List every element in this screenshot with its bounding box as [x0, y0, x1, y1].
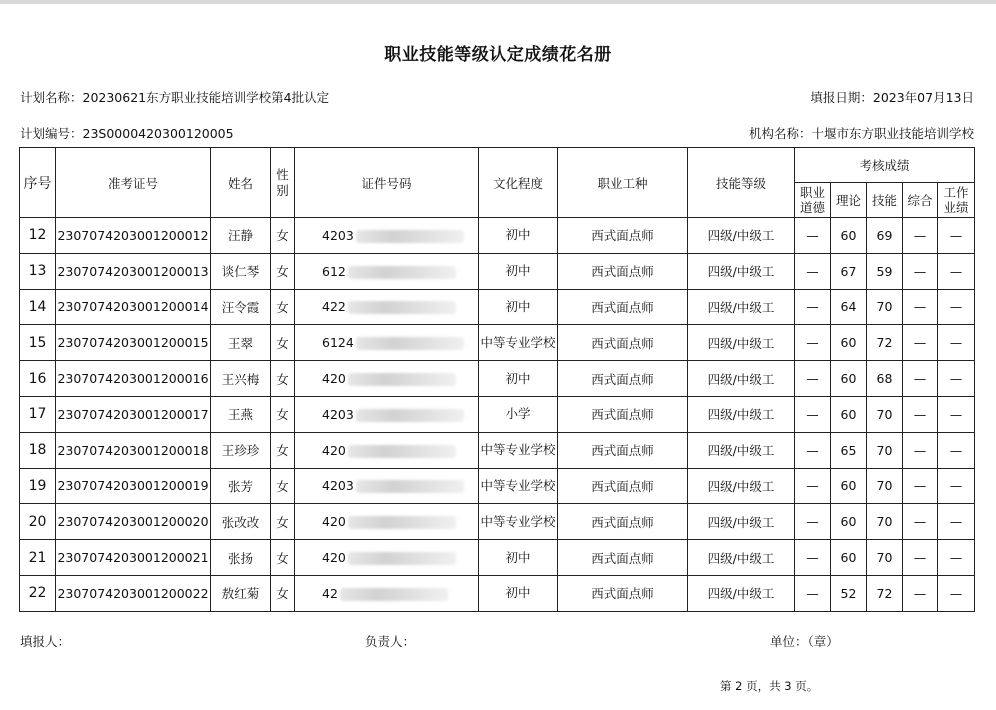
cell-work: —: [938, 504, 975, 540]
cell-work: —: [938, 325, 975, 361]
cell-theory: 60: [831, 540, 867, 576]
header-overall: 综合: [903, 183, 938, 218]
cell-job: 西式面点师: [558, 218, 688, 254]
cell-name: 谈仁琴: [211, 253, 271, 289]
cell-job: 西式面点师: [558, 396, 688, 432]
redaction-blur: [348, 266, 456, 279]
cell-level: 四级/中级工: [688, 289, 795, 325]
cell-skill: 70: [867, 432, 903, 468]
cell-education: 中等专业学校: [479, 468, 558, 504]
cell-level: 四级/中级工: [688, 396, 795, 432]
cell-education: 初中: [479, 575, 558, 611]
cell-id-no: [295, 468, 479, 504]
cell-id-no: [295, 289, 479, 325]
cell-exam-no: 2307074203001200018: [56, 432, 211, 468]
cell-overall: —: [903, 218, 938, 254]
cell-level: 四级/中级工: [688, 504, 795, 540]
cell-theory: 65: [831, 432, 867, 468]
cell-ethics: —: [795, 432, 831, 468]
roster-body: [20, 218, 975, 612]
redaction-blur: [356, 409, 464, 422]
cell-exam-no: 2307074203001200013: [56, 253, 211, 289]
cell-gender: 女: [271, 540, 295, 576]
cell-overall: —: [903, 432, 938, 468]
cell-exam-no: 2307074203001200022: [56, 575, 211, 611]
cell-id-no: [295, 253, 479, 289]
cell-skill: 70: [867, 289, 903, 325]
cell-exam-no: 2307074203001200017: [56, 396, 211, 432]
cell-exam-no: 2307074203001200015: [56, 325, 211, 361]
cell-ethics: —: [795, 361, 831, 397]
cell-level: 四级/中级工: [688, 253, 795, 289]
id-prefix-text: 42: [322, 585, 338, 601]
cell-seq: 18: [20, 432, 56, 468]
header-skill: 技能: [867, 183, 903, 218]
cell-job: 西式面点师: [558, 253, 688, 289]
org-name: 机构名称：十堰市东方职业技能培训学校: [748, 126, 974, 141]
cell-theory: 60: [831, 468, 867, 504]
cell-overall: —: [903, 468, 938, 504]
cell-gender: 女: [271, 575, 295, 611]
id-prefix-text: 420: [322, 442, 346, 458]
cell-overall: —: [903, 361, 938, 397]
cell-ethics: —: [795, 504, 831, 540]
cell-job: 西式面点师: [558, 540, 688, 576]
cell-education: 小学: [479, 396, 558, 432]
redaction-blur: [340, 588, 448, 601]
cell-ethics: —: [795, 325, 831, 361]
redaction-blur: [356, 480, 464, 493]
cell-overall: —: [903, 396, 938, 432]
page-title: 职业技能等级认定成绩花名册: [384, 45, 612, 65]
cell-job: 西式面点师: [558, 432, 688, 468]
cell-exam-no: 2307074203001200016: [56, 361, 211, 397]
top-border: [0, 0, 996, 4]
unit-seal-label: 单位：（章）: [770, 634, 839, 649]
cell-theory: 60: [831, 325, 867, 361]
cell-seq: 15: [20, 325, 56, 361]
cell-skill: 72: [867, 575, 903, 611]
cell-level: 四级/中级工: [688, 540, 795, 576]
cell-name: 敖红菊: [211, 575, 271, 611]
cell-level: 四级/中级工: [688, 361, 795, 397]
cell-education: 初中: [479, 361, 558, 397]
cell-exam-no: 2307074203001200020: [56, 504, 211, 540]
table-row: [20, 432, 975, 468]
cell-skill: 59: [867, 253, 903, 289]
id-prefix-text: 4203: [322, 406, 354, 422]
redaction-blur: [348, 516, 456, 529]
redaction-blur: [356, 337, 464, 350]
cell-work: —: [938, 575, 975, 611]
cell-theory: 60: [831, 361, 867, 397]
table-row: [20, 396, 975, 432]
redaction-blur: [348, 301, 456, 314]
cell-name: 张扬: [211, 540, 271, 576]
header-name: 姓名: [211, 148, 271, 218]
cell-work: —: [938, 468, 975, 504]
cell-gender: 女: [271, 253, 295, 289]
cell-name: 张改改: [211, 504, 271, 540]
cell-seq: 20: [20, 504, 56, 540]
cell-level: 四级/中级工: [688, 575, 795, 611]
cell-gender: 女: [271, 432, 295, 468]
cell-education: 中等专业学校: [479, 325, 558, 361]
cell-theory: 52: [831, 575, 867, 611]
cell-gender: 女: [271, 396, 295, 432]
plan-name: 计划名称：20230621东方职业技能培训学校第4批认定: [20, 90, 330, 105]
cell-overall: —: [903, 504, 938, 540]
header-score-group: 考核成绩: [795, 148, 975, 183]
id-prefix-text: 4203: [322, 227, 354, 243]
id-prefix-text: 420: [322, 514, 346, 530]
cell-work: —: [938, 540, 975, 576]
cell-id-no: [295, 218, 479, 254]
cell-ethics: —: [795, 253, 831, 289]
cell-work: —: [938, 253, 975, 289]
cell-seq: 14: [20, 289, 56, 325]
cell-education: 中等专业学校: [479, 504, 558, 540]
id-prefix-text: 422: [322, 299, 346, 315]
cell-theory: 60: [831, 504, 867, 540]
table-row: [20, 289, 975, 325]
cell-level: 四级/中级工: [688, 218, 795, 254]
cell-overall: —: [903, 540, 938, 576]
redaction-blur: [348, 552, 456, 565]
header-job: 职业工种: [558, 148, 688, 218]
cell-skill: 70: [867, 504, 903, 540]
header-theory: 理论: [831, 183, 867, 218]
cell-level: 四级/中级工: [688, 468, 795, 504]
cell-work: —: [938, 361, 975, 397]
cell-seq: 12: [20, 218, 56, 254]
cell-ethics: —: [795, 540, 831, 576]
cell-theory: 64: [831, 289, 867, 325]
fill-date: 填报日期：2023年07月13日: [810, 90, 974, 105]
id-prefix-text: 6124: [322, 335, 354, 351]
plan-number: 计划编号：23S0000420300120005: [20, 126, 234, 141]
header-work: 工作业绩: [938, 183, 975, 218]
table-row: [20, 325, 975, 361]
header-ethics: 职业道德: [795, 183, 831, 218]
cell-gender: 女: [271, 325, 295, 361]
cell-seq: 21: [20, 540, 56, 576]
page-indicator: 第 2 页，共 3 页。: [720, 679, 819, 693]
cell-name: 王兴梅: [211, 361, 271, 397]
id-prefix-text: 420: [322, 550, 346, 566]
header-gender: 性别: [271, 148, 295, 218]
cell-id-no: [295, 396, 479, 432]
cell-ethics: —: [795, 575, 831, 611]
cell-seq: 19: [20, 468, 56, 504]
cell-gender: 女: [271, 361, 295, 397]
cell-job: 西式面点师: [558, 289, 688, 325]
cell-exam-no: 2307074203001200012: [56, 218, 211, 254]
cell-gender: 女: [271, 218, 295, 254]
table-row: [20, 361, 975, 397]
responsible-label: 负责人：: [365, 634, 416, 649]
cell-seq: 22: [20, 575, 56, 611]
id-prefix-text: 4203: [322, 478, 354, 494]
cell-name: 王燕: [211, 396, 271, 432]
cell-overall: —: [903, 325, 938, 361]
cell-theory: 60: [831, 218, 867, 254]
cell-name: 王珍珍: [211, 432, 271, 468]
cell-overall: —: [903, 289, 938, 325]
cell-work: —: [938, 289, 975, 325]
cell-skill: 69: [867, 218, 903, 254]
cell-id-no: [295, 504, 479, 540]
cell-job: 西式面点师: [558, 468, 688, 504]
cell-work: —: [938, 432, 975, 468]
cell-work: —: [938, 396, 975, 432]
cell-gender: 女: [271, 468, 295, 504]
cell-gender: 女: [271, 289, 295, 325]
table-row: [20, 253, 975, 289]
cell-gender: 女: [271, 504, 295, 540]
cell-id-no: [295, 432, 479, 468]
cell-id-no: [295, 361, 479, 397]
header-education: 文化程度: [479, 148, 558, 218]
cell-name: 张芳: [211, 468, 271, 504]
cell-exam-no: 2307074203001200019: [56, 468, 211, 504]
cell-skill: 70: [867, 396, 903, 432]
cell-education: 中等专业学校: [479, 432, 558, 468]
table-row: [20, 575, 975, 611]
cell-skill: 72: [867, 325, 903, 361]
table-row: [20, 504, 975, 540]
cell-exam-no: 2307074203001200014: [56, 289, 211, 325]
cell-job: 西式面点师: [558, 504, 688, 540]
filler-label: 填报人：: [20, 634, 71, 649]
cell-seq: 17: [20, 396, 56, 432]
header-exam-no: 准考证号: [56, 148, 211, 218]
score-roster-table: [19, 147, 975, 612]
cell-job: 西式面点师: [558, 361, 688, 397]
redaction-blur: [348, 445, 456, 458]
id-prefix-text: 612: [322, 263, 346, 279]
cell-education: 初中: [479, 540, 558, 576]
cell-name: 汪静: [211, 218, 271, 254]
cell-overall: —: [903, 253, 938, 289]
id-prefix-text: 420: [322, 371, 346, 387]
cell-education: 初中: [479, 218, 558, 254]
cell-skill: 68: [867, 361, 903, 397]
cell-skill: 70: [867, 468, 903, 504]
cell-ethics: —: [795, 468, 831, 504]
cell-skill: 70: [867, 540, 903, 576]
cell-work: —: [938, 218, 975, 254]
table-row: [20, 218, 975, 254]
cell-theory: 60: [831, 396, 867, 432]
table-row: [20, 468, 975, 504]
cell-id-no: [295, 575, 479, 611]
table-row: [20, 540, 975, 576]
cell-name: 汪令霞: [211, 289, 271, 325]
header-level: 技能等级: [688, 148, 795, 218]
cell-name: 王翠: [211, 325, 271, 361]
cell-job: 西式面点师: [558, 575, 688, 611]
redaction-blur: [356, 230, 464, 243]
cell-ethics: —: [795, 218, 831, 254]
cell-ethics: —: [795, 289, 831, 325]
redaction-blur: [348, 373, 456, 386]
header-id-no: 证件号码: [295, 148, 479, 218]
cell-seq: 16: [20, 361, 56, 397]
cell-job: 西式面点师: [558, 325, 688, 361]
cell-id-no: [295, 325, 479, 361]
cell-theory: 67: [831, 253, 867, 289]
header-seq: 序号: [20, 148, 56, 218]
cell-level: 四级/中级工: [688, 325, 795, 361]
cell-ethics: —: [795, 396, 831, 432]
cell-seq: 13: [20, 253, 56, 289]
cell-education: 初中: [479, 253, 558, 289]
cell-level: 四级/中级工: [688, 432, 795, 468]
cell-exam-no: 2307074203001200021: [56, 540, 211, 576]
cell-id-no: [295, 540, 479, 576]
cell-overall: —: [903, 575, 938, 611]
cell-education: 初中: [479, 289, 558, 325]
